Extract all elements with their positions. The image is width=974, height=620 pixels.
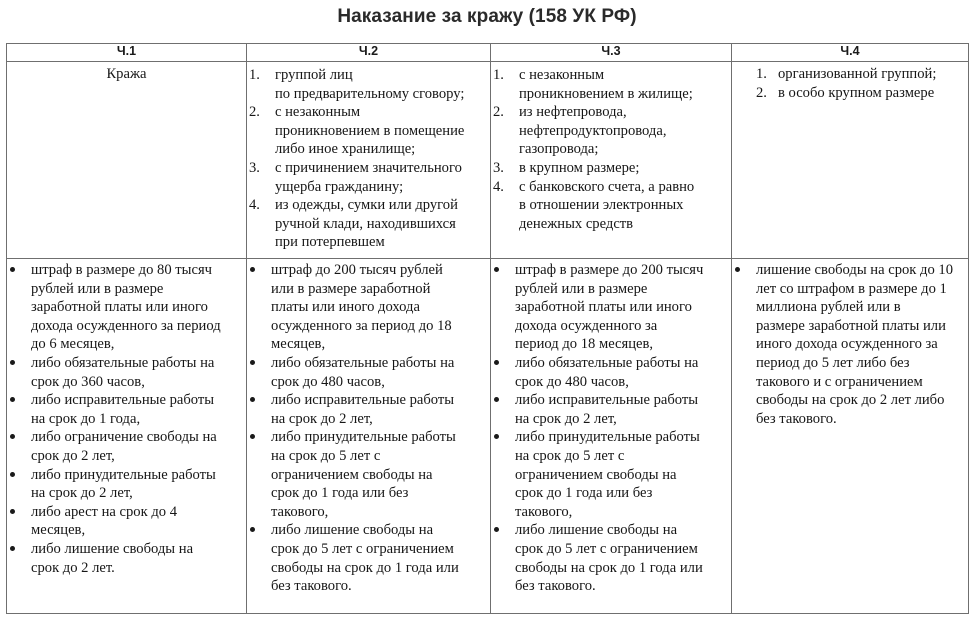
punishment-cell-part-3 xyxy=(491,259,732,614)
item-number: 3. xyxy=(249,159,260,176)
qualifier-cell-part-3 xyxy=(491,62,732,259)
line-text: на срок до 2 лет, xyxy=(515,410,617,427)
qualifier-item xyxy=(756,65,962,84)
punishment-item xyxy=(31,503,240,540)
line-text: на срок до 2 лет, xyxy=(31,485,133,502)
bullet-icon xyxy=(250,434,255,439)
qualifier-item xyxy=(249,159,484,196)
punishment-cell-part-1 xyxy=(7,259,247,614)
qualifier-item xyxy=(249,66,484,103)
punishment-list xyxy=(491,259,731,596)
line-text: такового и с ограничением xyxy=(756,373,923,390)
line-text: либо обязательные работы на xyxy=(515,354,699,371)
line-text: с незаконным xyxy=(275,104,361,121)
punishment-list xyxy=(732,259,968,428)
line-text: либо исправительные работы xyxy=(271,392,455,409)
bullet-icon xyxy=(250,360,255,365)
item-number: 1. xyxy=(493,67,504,83)
header-part-4: Ч.4 xyxy=(732,44,969,62)
bullet-icon xyxy=(250,397,255,402)
line-text: рублей или в размере xyxy=(515,280,648,297)
line-text: до 6 месяцев, xyxy=(31,336,115,353)
line-text: либо обязательные работы на xyxy=(31,354,215,371)
item-number: 4. xyxy=(249,197,260,214)
line-text: размере заработной платы или xyxy=(756,317,946,334)
line-text: осужденного за период до 18 xyxy=(271,317,452,334)
punishment-item xyxy=(515,391,725,428)
bullet-icon xyxy=(735,267,740,272)
qualifier-text: Кража xyxy=(106,66,147,82)
line-text: рублей или в размере xyxy=(31,280,164,297)
bullet-icon xyxy=(494,527,499,532)
line-text: срок до 1 года или без xyxy=(271,485,409,502)
item-number: 3. xyxy=(493,159,504,176)
line-text: такового, xyxy=(271,503,329,520)
qualifier-item xyxy=(249,103,484,159)
line-text: либо принудительные работы xyxy=(515,429,700,446)
line-text: заработной платы или иного xyxy=(31,299,208,316)
line-text: из нефтепровода, xyxy=(519,104,627,121)
line-text: период до 18 месяцев, xyxy=(515,336,654,353)
line-text: срок до 1 года или без xyxy=(515,485,653,502)
item-number: 2. xyxy=(493,104,504,121)
line-text: ограничением свободы на xyxy=(515,466,677,483)
line-text: миллиона рублей или в xyxy=(756,299,901,316)
punishment-table xyxy=(6,43,969,614)
line-text: срок до 480 часов, xyxy=(271,373,385,390)
qualifier-item xyxy=(493,178,725,234)
punishment-item xyxy=(756,261,962,428)
line-text: срок до 5 лет с ограничением xyxy=(515,540,698,557)
line-text: либо исправительные работы xyxy=(515,392,699,409)
qualifier-item xyxy=(493,103,725,159)
line-text: либо лишение свободы на xyxy=(515,522,678,539)
line-text: штраф до 200 тысяч рублей xyxy=(271,262,443,278)
line-text: срок до 2 лет. xyxy=(31,559,115,576)
line-text: либо лишение свободы на xyxy=(31,540,194,557)
bullet-icon xyxy=(494,397,499,402)
line-text: период до 5 лет либо без xyxy=(756,354,910,371)
line-text: либо обязательные работы на xyxy=(271,354,455,371)
punishment-item xyxy=(31,540,240,577)
qualifier-cell-part-4 xyxy=(732,62,969,259)
line-text: срок до 480 часов, xyxy=(515,373,629,390)
line-text: в отношении электронных xyxy=(519,197,684,214)
line-text: на срок до 5 лет с xyxy=(271,447,381,464)
bullet-icon xyxy=(10,509,15,514)
punishment-item xyxy=(515,521,725,595)
qualifier-item xyxy=(493,66,725,103)
punishment-item xyxy=(515,428,725,521)
page-title: Наказание за кражу (158 УК РФ) xyxy=(337,6,637,27)
line-text: ущерба гражданину; xyxy=(275,178,404,195)
line-text: либо принудительные работы xyxy=(31,466,216,483)
line-text: свободы на срок до 1 года или xyxy=(515,559,703,576)
punishment-item xyxy=(515,261,725,354)
line-text: дохода осужденного за период xyxy=(31,317,221,334)
bullet-icon xyxy=(10,546,15,551)
punishment-list xyxy=(247,259,490,596)
punishment-item xyxy=(271,261,484,354)
header-part-3: Ч.3 xyxy=(491,44,732,62)
line-text: организованной группой; xyxy=(778,66,937,82)
line-text: либо иное хранилище; xyxy=(275,141,416,158)
item-number: 1. xyxy=(756,66,767,82)
line-text: либо исправительные работы xyxy=(31,392,215,409)
punishment-item xyxy=(31,391,240,428)
bullet-icon xyxy=(494,360,499,365)
qualifier-cell-part-2 xyxy=(247,62,491,259)
qualifier-item xyxy=(493,159,725,178)
line-text: без такового. xyxy=(271,578,352,595)
qualifier-list xyxy=(732,62,968,102)
line-text: проникновением в помещение xyxy=(275,122,465,139)
line-text: свободы на срок до 2 лет либо xyxy=(756,392,945,409)
bullet-icon xyxy=(250,267,255,272)
line-text: срок до 360 часов, xyxy=(31,373,145,390)
line-text: ограничением свободы на xyxy=(271,466,433,483)
line-text: месяцев, xyxy=(271,336,326,353)
line-text: денежных средств xyxy=(519,215,634,232)
line-text: срок до 5 лет с ограничением xyxy=(271,540,454,557)
line-text: проникновением в жилище; xyxy=(519,85,693,102)
header-part-2: Ч.2 xyxy=(247,44,491,62)
line-text: ручной клади, находившихся xyxy=(275,215,456,232)
qualifier-list xyxy=(491,62,731,233)
bullet-icon xyxy=(10,397,15,402)
line-text: с незаконным xyxy=(519,67,605,83)
punishment-item xyxy=(271,428,484,521)
item-number: 2. xyxy=(249,104,260,121)
line-text: либо принудительные работы xyxy=(271,429,456,446)
bullet-icon xyxy=(10,472,15,477)
punishment-list xyxy=(7,259,246,577)
qualifier-item xyxy=(249,196,484,252)
bullet-icon xyxy=(10,360,15,365)
punishment-item xyxy=(271,391,484,428)
line-text: лишение свободы на срок до 10 xyxy=(756,262,954,278)
line-text: штраф в размере до 80 тысяч xyxy=(31,262,213,278)
line-text: нефтепродуктопровода, xyxy=(519,122,667,139)
line-text: в особо крупном размере xyxy=(778,84,935,101)
line-text: на срок до 5 лет с xyxy=(515,447,625,464)
line-text: либо арест на срок до 4 xyxy=(31,503,177,520)
line-text: либо ограничение свободы на xyxy=(31,429,217,446)
line-text: по предварительному сговору; xyxy=(275,85,465,102)
line-text: такового, xyxy=(515,503,573,520)
line-text: из одежды, сумки или другой xyxy=(275,197,458,214)
line-text: или в размере заработной xyxy=(271,280,431,297)
line-text: дохода осужденного за xyxy=(515,317,658,334)
line-text: на срок до 2 лет, xyxy=(271,410,373,427)
line-text: месяцев, xyxy=(31,522,86,539)
punishment-item xyxy=(271,354,484,391)
bullet-icon xyxy=(494,434,499,439)
bullet-icon xyxy=(10,434,15,439)
line-text: иного дохода осужденного за xyxy=(756,336,938,353)
line-text: на срок до 1 года, xyxy=(31,410,141,427)
qualifier-item xyxy=(756,84,962,103)
line-text: без такового. xyxy=(515,578,596,595)
line-text: без такового. xyxy=(756,410,837,427)
line-text: штраф в размере до 200 тысяч xyxy=(515,262,704,278)
line-text: в крупном размере; xyxy=(519,159,640,176)
header-part-1: Ч.1 xyxy=(7,44,247,62)
line-text: срок до 2 лет, xyxy=(31,447,115,464)
punishment-cell-part-2 xyxy=(247,259,491,614)
bullet-icon xyxy=(494,267,499,272)
bullet-icon xyxy=(10,267,15,272)
line-text: платы или иного дохода xyxy=(271,299,420,316)
punishment-item xyxy=(31,261,240,354)
qualifier-list xyxy=(247,62,490,252)
line-text: при потерпевшем xyxy=(275,234,385,251)
punishment-item xyxy=(31,466,240,503)
line-text: свободы на срок до 1 года или xyxy=(271,559,459,576)
punishment-cell-part-4 xyxy=(732,259,969,614)
bullet-icon xyxy=(250,527,255,532)
line-text: с причинением значительного xyxy=(275,159,462,176)
line-text: либо лишение свободы на xyxy=(271,522,434,539)
item-number: 1. xyxy=(249,67,260,83)
line-text: заработной платы или иного xyxy=(515,299,692,316)
item-number: 4. xyxy=(493,178,504,195)
punishment-item xyxy=(271,521,484,595)
line-text: газопровода; xyxy=(519,141,599,158)
punishment-item xyxy=(31,428,240,465)
qualifier-cell-part-1 xyxy=(7,62,247,259)
line-text: группой лиц xyxy=(275,67,353,83)
line-text: с банковского счета, а равно xyxy=(519,178,695,195)
item-number: 2. xyxy=(756,84,767,101)
punishment-item xyxy=(515,354,725,391)
line-text: лет со штрафом в размере до 1 xyxy=(756,280,947,297)
punishment-item xyxy=(31,354,240,391)
